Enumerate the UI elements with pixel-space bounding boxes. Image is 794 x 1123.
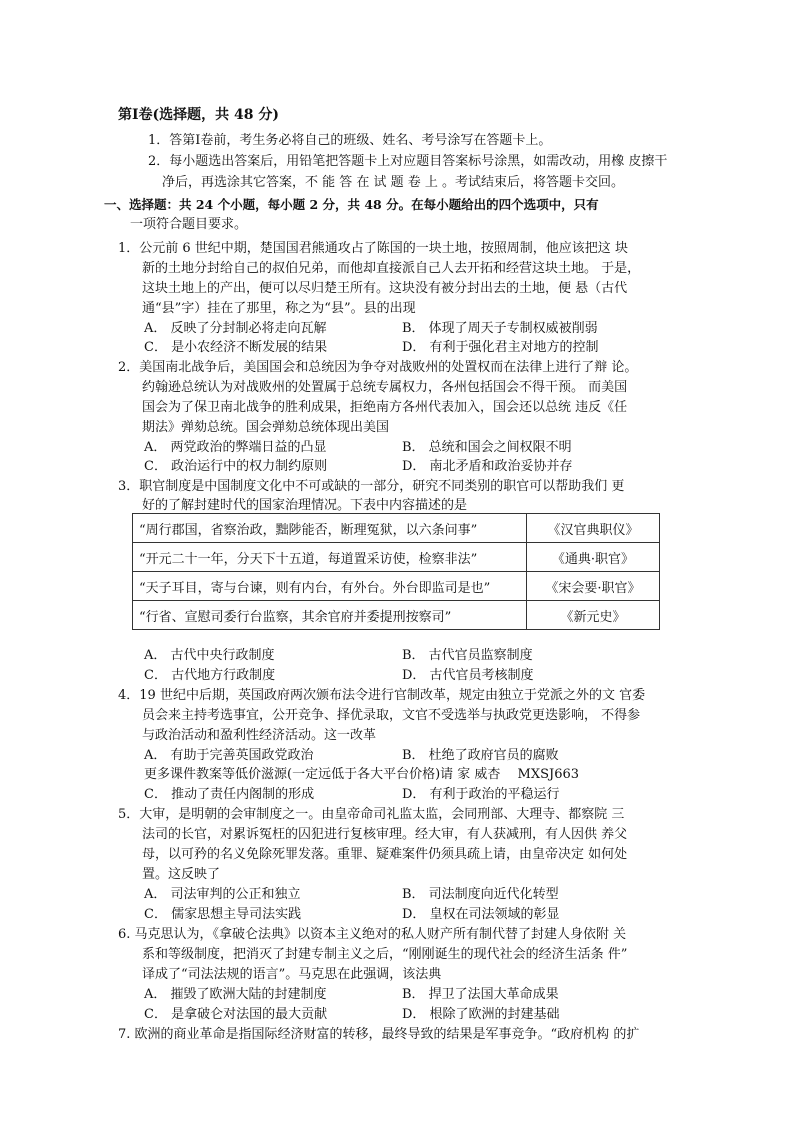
- question-3-option-c: C． 古代地方行政制度: [144, 668, 276, 683]
- question-1-option-a: A． 反映了分封制必将走向瓦解: [144, 321, 327, 336]
- question-3-option-b: B． 古代官员监察制度: [402, 648, 533, 663]
- table-row: [133, 514, 660, 543]
- question-2-option-c: C． 政治运行中的权力制约原则: [144, 459, 328, 474]
- question-3-line-2: 好的了解封建时代的国家治理情况。下表中内容描述的是: [142, 498, 468, 513]
- question-5-option-d: D． 皇权在司法领域的彰显: [402, 907, 560, 922]
- question-4-option-a: A． 有助于完善英国政党政治: [144, 748, 314, 763]
- question-2-option-d: D． 南北矛盾和政治妥协并存: [402, 459, 573, 474]
- section-heading: 一、选择题：共 24 个小题，每小题 2 分，共 48 分。在每小题给出的四个选项中，只有: [104, 197, 599, 212]
- instruction-1: 1．答第Ⅰ卷前，考生务必将自己的班级、姓名、考号涂写在答题卡上。: [148, 133, 552, 148]
- question-1-line-2: 新的土地分封给自己的叔伯兄弟，而他却直接派自己人去开拓和经营这块土地。 于是，: [142, 261, 641, 276]
- question-3-option-a: A． 古代中央行政制度: [144, 648, 275, 663]
- table-quote: “天子耳目，寄与台谏，则有内台，有外台。外台即监司是也”: [133, 572, 527, 601]
- question-1-line-1: 1．公元前 6 世纪中期，楚国国君熊通攻占了陈国的一块土地，按照周制，他应该把这 块: [118, 241, 628, 256]
- question-6-option-d: D． 根除了欧洲的封建基础: [402, 1007, 560, 1022]
- instruction-2-cont: 净后，再选涂其它答案，不 能 答 在 试 题 卷 上 。考试结束后，将答题卡交回。: [162, 175, 625, 190]
- question-4-line-1: 4．19 世纪中后期，英国政府两次颁布法令进行官制改革，规定由独立于党派之外的文 官委: [118, 688, 646, 703]
- table-row: [133, 572, 660, 601]
- question-5-line-2: 法司的长官，对累诉冤枉的囚犯进行复核审理。经大审，有人获减刑，有人因供 养父: [142, 827, 628, 842]
- question-1-option-b: B． 体现了周天子专制权威被削弱: [402, 321, 598, 336]
- question-5-line-4: 置。这反映了: [142, 867, 221, 882]
- question-1-option-d: D． 有利于强化君主对地方的控制: [402, 340, 599, 355]
- question-5-option-c: C． 儒家思想主导司法实践: [144, 907, 302, 922]
- table-quote: “周行郡国，省察治政，黜陟能否，断理冤狱，以六条问事”: [133, 514, 527, 543]
- question-2-option-b: B． 总统和国会之间权限不明: [402, 440, 572, 455]
- question-4-line-2: 员会来主持考选事宜，公开竞争、择优录取，文官不受选举与执政党更迭影响， 不得参: [142, 708, 641, 723]
- question-6-line-2: 系和等级制度，把消灭了封建专制主义之后，“刚刚诞生的现代社会的经济生活条 件”: [142, 947, 628, 962]
- question-3-table: [132, 513, 660, 630]
- question-6-line-1: 6. 马克思认为，《拿破仑法典》以资本主义绝对的私人财产所有制代替了封建人身依附 关: [118, 927, 627, 942]
- question-5-line-3: 母，以可矜的名义免除死罪发落。重罪、疑难案件仍须具疏上请，由皇帝决定 如何处: [142, 847, 628, 862]
- question-2-line-1: 2．美国南北战争后，美国国会和总统因为争夺对战败州的处置权而在法律上进行了辩 论。: [118, 360, 638, 375]
- question-1-option-c: C． 是小农经济不断发展的结果: [144, 340, 328, 355]
- question-3-option-d: D． 古代官员考核制度: [402, 668, 534, 683]
- table-row: [133, 543, 660, 572]
- question-4-option-b: B． 杜绝了政府官员的腐败: [402, 748, 559, 763]
- question-6-option-c: C． 是拿破仑对法国的最大贡献: [144, 1007, 328, 1022]
- section-heading-cont: 一项符合题目要求。: [130, 217, 248, 232]
- question-4-line-3: 与政治活动和盈利性经济活动。这一改革: [142, 728, 377, 743]
- table-quote: “开元二十一年，分天下十五道，每道置采访使，检察非法”: [133, 543, 527, 572]
- question-4-option-c: C． 推动了责任内阁制的形成: [144, 787, 315, 802]
- question-2-option-a: A． 两党政治的弊端日益的凸显: [144, 440, 327, 455]
- question-1-line-3: 这块土地上的产出，便可以尽归楚王所有。这块没有被分封出去的土地，便 悬（古代: [142, 281, 628, 296]
- ad-watermark-text: 更多课件教案等低价滋源(一定远低于各大平台价格)请 家 威杏 MXSJ663: [144, 767, 580, 782]
- instruction-2: 2．每小题选出答案后，用铅笔把答题卡上对应题目答案标号涂黑，如需改动，用橡 皮擦干: [148, 154, 668, 169]
- table-source: 《汉官典职仪》: [527, 514, 660, 543]
- question-6-option-b: B． 捍卫了法国大革命成果: [402, 987, 559, 1002]
- question-6-line-3: 译成了“司法法规的语言”。马克思在此强调，该法典: [142, 967, 442, 982]
- question-2-line-2: 约翰逊总统认为对战败州的处置属于总统专属权力，各州包括国会不得干预。 而美国: [142, 380, 628, 395]
- question-6-option-a: A． 摧毁了欧洲大陆的封建制度: [144, 987, 327, 1002]
- table-row: [133, 601, 660, 630]
- table-quote: “行省、宣慰司委行台监察，其余官府并委提刑按察司”: [133, 601, 527, 630]
- question-2-line-4: 期法》弹劾总统。国会弹劾总统体现出美国: [142, 420, 390, 435]
- question-5-option-a: A． 司法审判的公正和独立: [144, 887, 301, 902]
- table-source: 《通典·职官》: [527, 543, 660, 572]
- question-5-line-1: 5．大审，是明朝的会审制度之一。由皇帝命司礼监太监，会同刑部、大理寺、都察院 三: [118, 807, 625, 822]
- table-source: 《新元史》: [527, 601, 660, 630]
- table-source: 《宋会要·职官》: [527, 572, 660, 601]
- question-2-line-3: 国会为了保卫南北战争的胜利成果，拒绝南方各州代表加入，国会还以总统 违反《任: [142, 400, 628, 415]
- question-3-line-1: 3．职官制度是中国制度文化中不可或缺的一部分，研究不同类别的职官可以帮助我们 更: [118, 479, 625, 494]
- question-4-option-d: D． 有利于政治的平稳运行: [402, 787, 560, 802]
- question-5-option-b: B． 司法制度向近代化转型: [402, 887, 559, 902]
- question-1-line-4: 通“县”字）挂在了那里，称之为“县”。县的出现: [142, 301, 416, 316]
- section-title: 第Ⅰ卷(选择题，共 48 分): [118, 107, 280, 123]
- question-7-line-1: 7. 欧洲的商业革命是指国际经济财富的转移，最终导致的结果是军事竞争。“政府机构 的扩: [118, 1027, 640, 1042]
